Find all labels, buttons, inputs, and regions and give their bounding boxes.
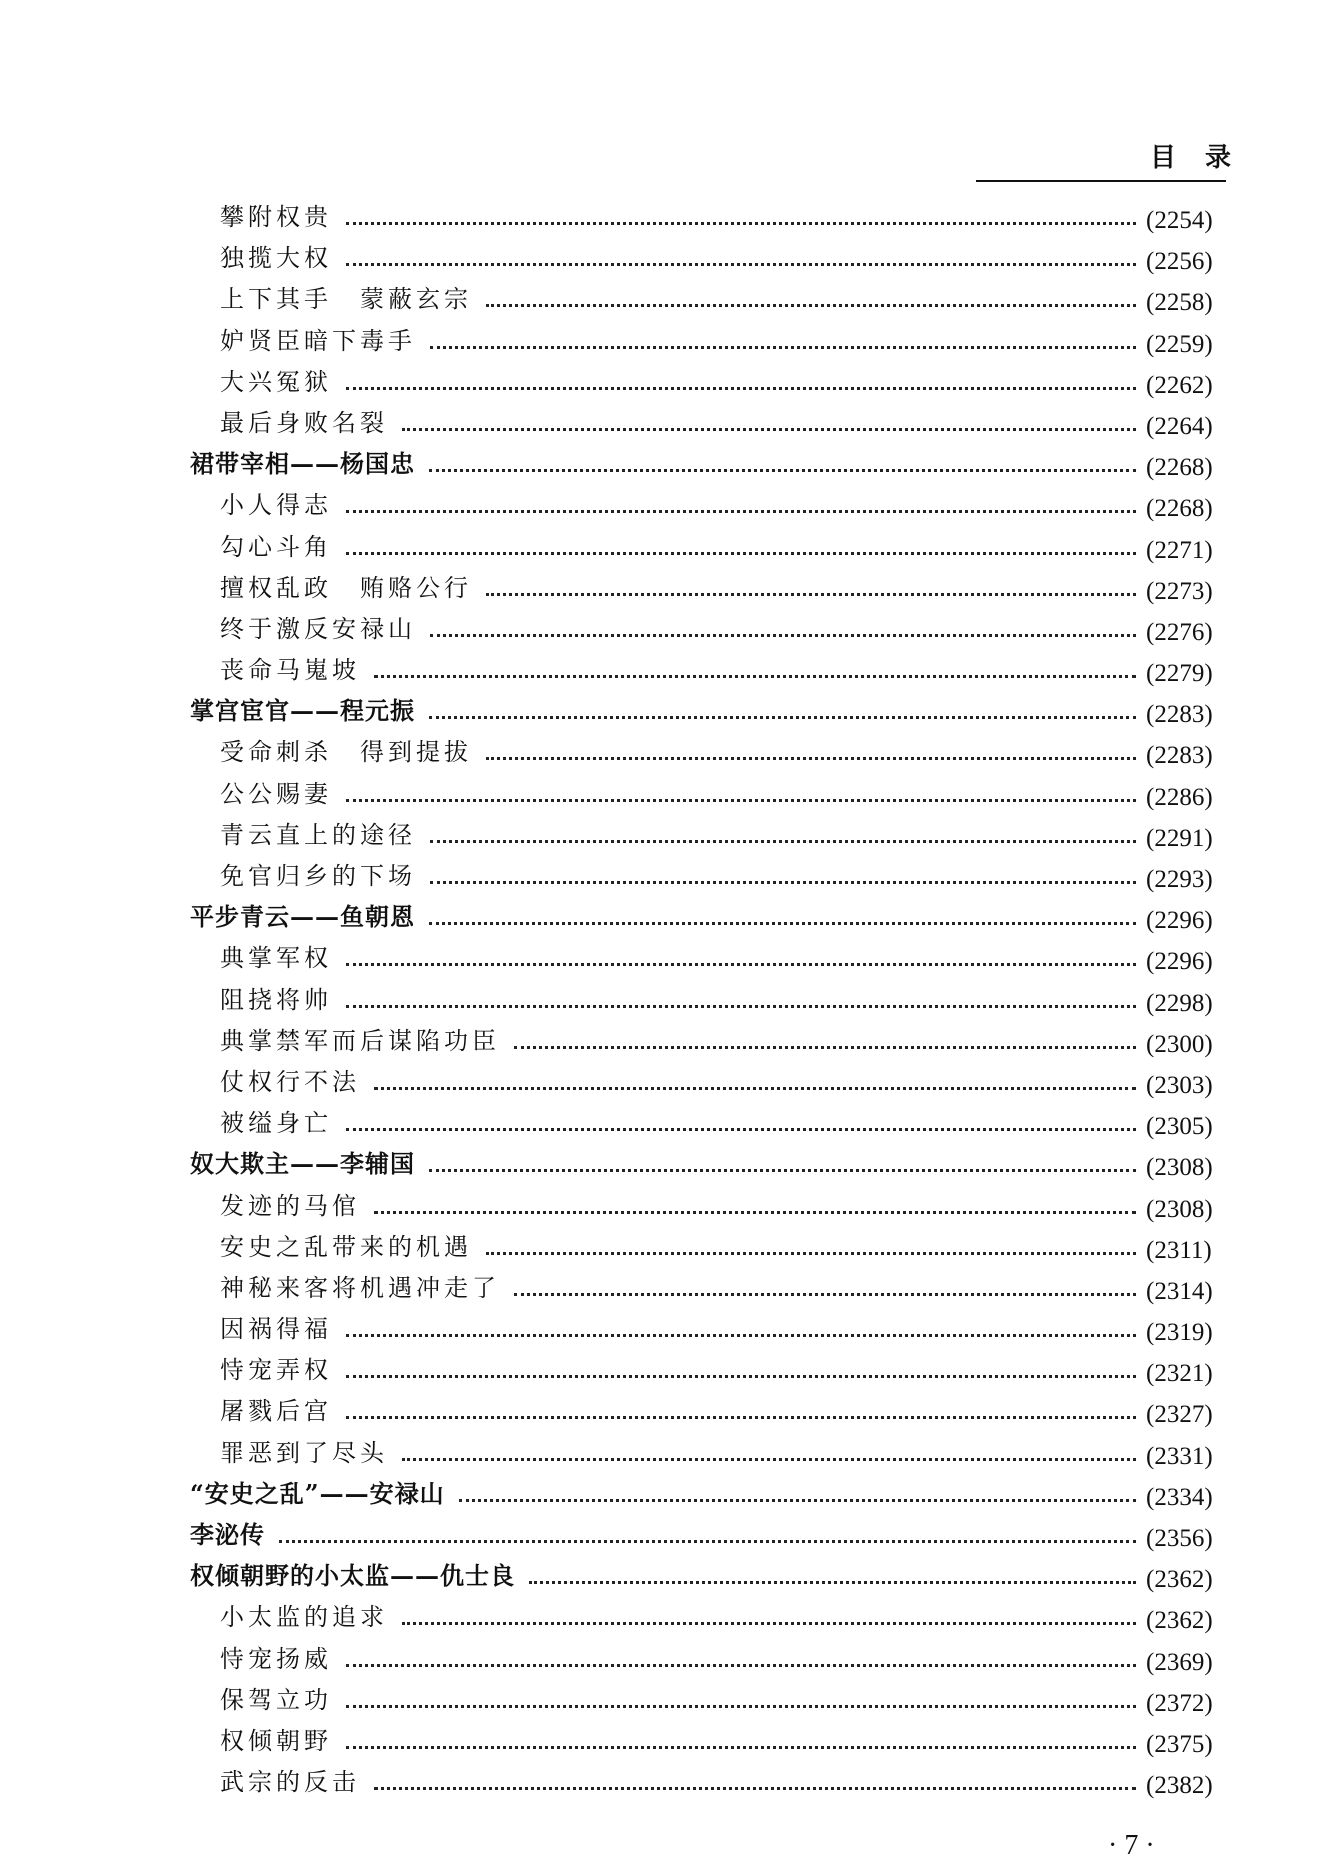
toc-dot-leader xyxy=(514,1046,1136,1049)
toc-entry-title: 免官归乡的下场 xyxy=(220,862,416,890)
toc-entry-title: 恃宠扬威 xyxy=(220,1644,332,1673)
toc-entry-page: (2311) xyxy=(1146,1236,1212,1264)
toc-dot-leader xyxy=(346,1005,1136,1008)
toc-entry-title: 裙带宰相——杨国忠 xyxy=(190,449,415,479)
toc-dot-leader xyxy=(346,1746,1136,1749)
toc-section-entry xyxy=(0,528,1322,569)
toc-entry-title: 被缢身亡 xyxy=(220,1109,332,1138)
toc-entry-page: (2382) xyxy=(1146,1772,1213,1800)
toc-entry-title: 李泌传 xyxy=(190,1520,265,1549)
toc-section-entry xyxy=(0,816,1322,857)
toc-entry-page: (2327) xyxy=(1146,1401,1213,1429)
toc-entry-page: (2298) xyxy=(1146,989,1213,1017)
toc-dot-leader xyxy=(486,593,1136,596)
toc-section-entry xyxy=(0,322,1322,363)
toc-section-entry xyxy=(0,1063,1322,1104)
toc-dot-leader xyxy=(402,1622,1136,1625)
toc-entry-title: 大兴冤狱 xyxy=(220,367,332,396)
toc-dot-leader xyxy=(402,428,1136,431)
toc-entry-page: (2264) xyxy=(1146,412,1213,440)
toc-entry-title: 典掌军权 xyxy=(220,944,332,973)
toc-dot-leader xyxy=(429,1169,1136,1172)
toc-entry-page: (2372) xyxy=(1146,1689,1213,1717)
toc-entry-title: 恃宠弄权 xyxy=(220,1356,332,1385)
toc-dot-leader xyxy=(402,1458,1136,1461)
toc-dot-leader xyxy=(346,552,1136,555)
table-of-contents xyxy=(0,198,1322,1804)
header-rule xyxy=(976,180,1226,182)
toc-section-entry xyxy=(0,1763,1322,1804)
toc-entry-page: (2331) xyxy=(1146,1442,1213,1470)
toc-entry-page: (2291) xyxy=(1146,824,1213,852)
toc-entry-title: “安史之乱”——安禄山 xyxy=(190,1478,445,1508)
toc-section-entry xyxy=(0,239,1322,280)
toc-entry-title: 因祸得福 xyxy=(220,1315,332,1344)
toc-entry-page: (2286) xyxy=(1146,783,1213,811)
toc-section-entry xyxy=(0,1022,1322,1063)
toc-entry-title: 终于激反安禄山 xyxy=(220,614,416,643)
toc-dot-leader xyxy=(459,1499,1136,1502)
toc-entry-title: 罪恶到了尽头 xyxy=(220,1438,388,1467)
toc-section-entry xyxy=(0,775,1322,816)
toc-section-entry xyxy=(0,610,1322,651)
toc-dot-leader xyxy=(279,1540,1136,1543)
toc-dot-leader xyxy=(346,222,1136,225)
toc-dot-leader xyxy=(346,387,1136,390)
toc-entry-page: (2362) xyxy=(1146,1607,1213,1635)
toc-entry-title: 攀附权贵 xyxy=(220,203,332,231)
toc-entry-title: 仗权行不法 xyxy=(220,1067,360,1096)
toc-entry-page: (2276) xyxy=(1146,618,1213,646)
toc-dot-leader xyxy=(346,963,1136,966)
toc-entry-page: (2369) xyxy=(1146,1648,1213,1676)
toc-entry-page: (2300) xyxy=(1146,1030,1213,1058)
toc-entry-page: (2259) xyxy=(1146,330,1213,358)
toc-entry-page: (2314) xyxy=(1146,1277,1213,1305)
toc-entry-page: (2256) xyxy=(1146,248,1213,276)
toc-dot-leader xyxy=(429,469,1136,472)
toc-entry-page: (2334) xyxy=(1146,1483,1213,1511)
toc-entry-page: (2375) xyxy=(1146,1730,1213,1758)
toc-chapter-entry xyxy=(0,898,1322,939)
toc-dot-leader xyxy=(429,716,1136,719)
toc-section-entry xyxy=(0,1681,1322,1722)
toc-entry-title: 权倾朝野的小太监——仇士良 xyxy=(190,1561,515,1591)
toc-dot-leader xyxy=(430,881,1136,884)
toc-entry-page: (2293) xyxy=(1146,866,1213,893)
toc-entry-title: 权倾朝野 xyxy=(220,1726,332,1755)
toc-dot-leader xyxy=(374,1787,1136,1790)
toc-dot-leader xyxy=(374,1211,1136,1214)
toc-entry-title: 典掌禁军而后谋陷功臣 xyxy=(220,1026,500,1055)
toc-entry-page: (2296) xyxy=(1146,948,1213,976)
toc-entry-page: (2262) xyxy=(1146,371,1213,399)
toc-section-entry xyxy=(0,1310,1322,1351)
toc-entry-title: 青云直上的途径 xyxy=(220,820,416,849)
toc-section-entry xyxy=(0,363,1322,404)
toc-chapter-entry xyxy=(0,1145,1322,1186)
toc-section-entry xyxy=(0,569,1322,610)
toc-dot-leader xyxy=(346,510,1136,513)
toc-dot-leader xyxy=(374,675,1136,678)
toc-dot-leader xyxy=(346,1375,1136,1378)
toc-entry-title: 平步青云——鱼朝恩 xyxy=(190,902,415,932)
toc-entry-title: 阻挠将帅 xyxy=(220,985,332,1014)
toc-entry-page: (2321) xyxy=(1146,1360,1213,1388)
toc-entry-page: (2258) xyxy=(1146,289,1213,317)
toc-dot-leader xyxy=(430,346,1136,349)
toc-entry-title: 小太监的追求 xyxy=(220,1603,388,1632)
toc-entry-page: (2319) xyxy=(1146,1319,1213,1347)
toc-entry-page: (2268) xyxy=(1146,495,1213,523)
toc-entry-title: 公公赐妻 xyxy=(220,779,332,808)
toc-entry-title: 独揽大权 xyxy=(220,244,332,273)
toc-dot-leader xyxy=(346,263,1136,266)
toc-section-entry xyxy=(0,1228,1322,1269)
toc-chapter-entry xyxy=(0,1475,1322,1516)
toc-chapter-entry xyxy=(0,445,1322,486)
toc-dot-leader xyxy=(346,799,1136,802)
toc-section-entry xyxy=(0,1351,1322,1392)
toc-entry-page: (2273) xyxy=(1146,577,1213,605)
toc-dot-leader xyxy=(430,840,1136,843)
toc-section-entry xyxy=(0,1722,1322,1763)
toc-section-entry xyxy=(0,651,1322,692)
toc-entry-title: 受命刺杀 得到提拔 xyxy=(220,738,472,767)
toc-entry-title: 屠戮后宫 xyxy=(220,1397,332,1426)
toc-dot-leader xyxy=(430,634,1136,637)
toc-dot-leader xyxy=(486,304,1136,307)
toc-dot-leader xyxy=(374,1087,1136,1090)
toc-entry-title: 武宗的反击 xyxy=(220,1768,360,1797)
page-number: · 7 · xyxy=(1108,1830,1155,1861)
toc-section-entry xyxy=(0,857,1322,898)
toc-section-entry xyxy=(0,1640,1322,1681)
toc-entry-title: 勾心斗角 xyxy=(220,532,332,561)
toc-entry-page: (2308) xyxy=(1146,1154,1213,1182)
toc-chapter-entry xyxy=(0,1557,1322,1598)
toc-entry-title: 妒贤臣暗下毒手 xyxy=(220,326,416,355)
toc-dot-leader xyxy=(429,922,1136,925)
toc-dot-leader xyxy=(346,1705,1136,1708)
toc-entry-title: 掌宫宦官——程元振 xyxy=(190,696,415,726)
toc-entry-page: (2268) xyxy=(1146,454,1213,482)
toc-entry-title: 保驾立功 xyxy=(220,1685,332,1714)
toc-entry-page: (2308) xyxy=(1146,1195,1213,1223)
toc-section-entry xyxy=(0,981,1322,1022)
toc-entry-title: 丧命马嵬坡 xyxy=(220,656,360,685)
toc-entry-page: (2305) xyxy=(1146,1113,1213,1141)
toc-dot-leader xyxy=(346,1664,1136,1667)
toc-section-entry xyxy=(0,1598,1322,1639)
toc-section-entry xyxy=(0,1434,1322,1475)
toc-dot-leader xyxy=(529,1581,1136,1584)
toc-section-entry xyxy=(0,280,1322,321)
toc-section-entry xyxy=(0,939,1322,980)
toc-entry-title: 上下其手 蒙蔽玄宗 xyxy=(220,285,472,314)
toc-entry-title: 神秘来客将机遇冲走了 xyxy=(220,1273,500,1302)
toc-chapter-entry xyxy=(0,1516,1322,1557)
toc-entry-page: (2296) xyxy=(1146,907,1213,935)
toc-entry-title: 最后身败名裂 xyxy=(220,408,388,437)
toc-dot-leader xyxy=(514,1293,1136,1296)
toc-entry-page: (2303) xyxy=(1146,1071,1213,1099)
toc-entry-page: (2283) xyxy=(1146,742,1213,770)
toc-entry-title: 小人得志 xyxy=(220,491,332,520)
toc-entry-page: (2279) xyxy=(1146,660,1213,688)
toc-section-entry xyxy=(0,1269,1322,1310)
toc-entry-page: (2283) xyxy=(1146,701,1213,729)
toc-entry-page: (2254) xyxy=(1146,207,1213,234)
toc-dot-leader xyxy=(346,1334,1136,1337)
toc-section-entry xyxy=(0,1187,1322,1228)
toc-section-entry xyxy=(0,1392,1322,1433)
toc-dot-leader xyxy=(486,757,1136,760)
toc-entry-page: (2362) xyxy=(1146,1566,1213,1594)
toc-entry-page: (2356) xyxy=(1146,1525,1213,1552)
toc-entry-title: 擅权乱政 贿赂公行 xyxy=(220,573,472,602)
toc-section-entry xyxy=(0,198,1322,239)
toc-section-entry xyxy=(0,486,1322,527)
toc-entry-title: 奴大欺主——李辅国 xyxy=(190,1149,415,1179)
toc-dot-leader xyxy=(346,1128,1136,1131)
toc-entry-page: (2271) xyxy=(1146,536,1213,564)
page-header-title: 目 录 xyxy=(1150,143,1242,173)
toc-entry-title: 发迹的马倌 xyxy=(220,1191,360,1220)
toc-chapter-entry xyxy=(0,692,1322,733)
toc-dot-leader xyxy=(346,1416,1136,1419)
toc-section-entry xyxy=(0,1104,1322,1145)
toc-section-entry xyxy=(0,733,1322,774)
toc-entry-title: 安史之乱带来的机遇 xyxy=(220,1232,472,1261)
toc-dot-leader xyxy=(486,1252,1136,1255)
toc-section-entry xyxy=(0,404,1322,445)
